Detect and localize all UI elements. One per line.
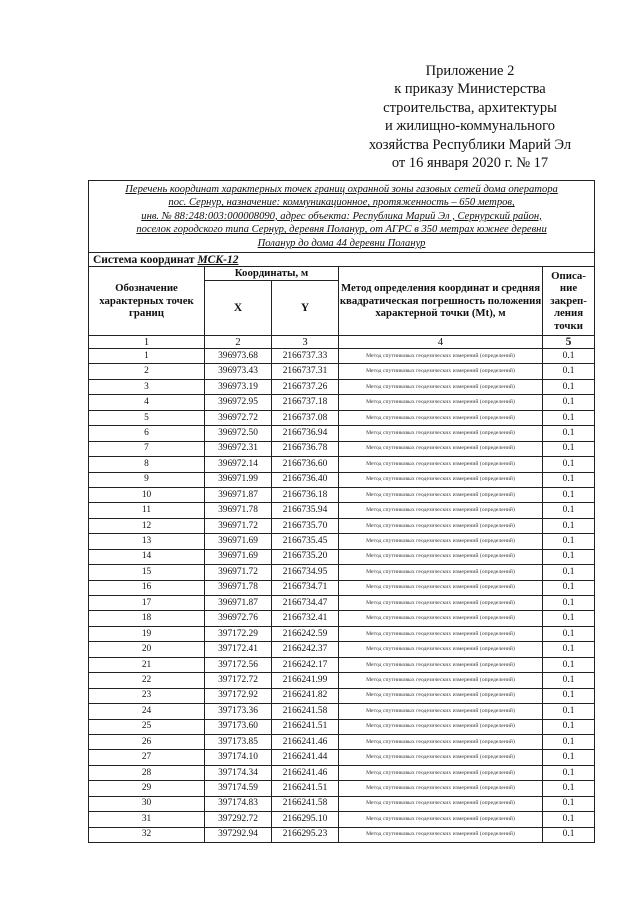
point-number-cell: 17 xyxy=(89,596,205,611)
method-cell: Метод спутниковых геодезических измерений (определений) xyxy=(339,518,543,533)
method-cell: Метод спутниковых геодезических измерений (определений) xyxy=(339,750,543,765)
table-row xyxy=(89,596,595,611)
point-number-cell: 22 xyxy=(89,673,205,688)
accuracy-cell: 0.1 xyxy=(543,750,595,765)
y-coordinate-cell: 2166736.60 xyxy=(272,457,339,472)
accuracy-cell: 0.1 xyxy=(543,734,595,749)
method-cell: Метод спутниковых геодезических измерений (определений) xyxy=(339,704,543,719)
appendix-line: строительства, архитектуры xyxy=(383,99,557,116)
table-row xyxy=(89,765,595,780)
method-cell: Метод спутниковых геодезических измерений (определений) xyxy=(339,549,543,564)
point-number-cell: 3 xyxy=(89,379,205,394)
table-row xyxy=(89,796,595,811)
y-coordinate-cell: 2166242.59 xyxy=(272,626,339,641)
table-title-line: пос. Сернур, назначение: коммуникационное, протяженность – 650 метров, xyxy=(168,197,515,209)
method-cell: Метод спутниковых геодезических измерений (определений) xyxy=(339,426,543,441)
y-coordinate-cell: 2166242.37 xyxy=(272,642,339,657)
y-coordinate-cell: 2166241.51 xyxy=(272,719,339,734)
method-cell: Метод спутниковых геодезических измерений (определений) xyxy=(339,626,543,641)
method-cell: Метод спутниковых геодезических измерений (определений) xyxy=(339,565,543,580)
y-coordinate-cell: 2166735.94 xyxy=(272,503,339,518)
x-coordinate-cell: 397292.94 xyxy=(205,827,272,842)
accuracy-cell: 0.1 xyxy=(543,719,595,734)
point-number-cell: 13 xyxy=(89,534,205,549)
header-method: Метод определения координат и средняя квадратическая погрешность положения характерной точки (Mt), м xyxy=(339,267,543,336)
point-number-cell: 5 xyxy=(89,410,205,425)
point-number-cell: 11 xyxy=(89,503,205,518)
y-coordinate-cell: 2166241.46 xyxy=(272,734,339,749)
table-row xyxy=(89,580,595,595)
column-number: 1 xyxy=(89,336,205,349)
point-number-cell: 16 xyxy=(89,580,205,595)
header-coordinates: Координаты, м xyxy=(205,267,339,281)
accuracy-cell: 0.1 xyxy=(543,565,595,580)
accuracy-cell: 0.1 xyxy=(543,626,595,641)
method-cell: Метод спутниковых геодезических измерений (определений) xyxy=(339,734,543,749)
y-coordinate-cell: 2166737.33 xyxy=(272,349,339,364)
method-cell: Метод спутниковых геодезических измерений (определений) xyxy=(339,657,543,672)
accuracy-cell: 0.1 xyxy=(543,457,595,472)
coordinate-system-value: МСК-12 xyxy=(197,253,239,266)
table-row xyxy=(89,379,595,394)
appendix-line: Приложение 2 xyxy=(425,63,515,79)
method-cell: Метод спутниковых геодезических измерений (определений) xyxy=(339,596,543,611)
y-coordinate-cell: 2166295.10 xyxy=(272,812,339,827)
method-cell: Метод спутниковых геодезических измерений (определений) xyxy=(339,611,543,626)
header-x: X xyxy=(205,281,272,336)
method-cell: Метод спутниковых геодезических измерений (определений) xyxy=(339,457,543,472)
x-coordinate-cell: 397174.34 xyxy=(205,765,272,780)
column-number: 2 xyxy=(205,336,272,349)
y-coordinate-cell: 2166736.78 xyxy=(272,441,339,456)
point-number-cell: 12 xyxy=(89,518,205,533)
header-y: Y xyxy=(272,281,339,336)
y-coordinate-cell: 2166735.20 xyxy=(272,549,339,564)
method-cell: Метод спутниковых геодезических измерений (определений) xyxy=(339,765,543,780)
x-coordinate-cell: 396973.19 xyxy=(205,379,272,394)
point-number-cell: 21 xyxy=(89,657,205,672)
point-number-cell: 26 xyxy=(89,734,205,749)
accuracy-cell: 0.1 xyxy=(543,596,595,611)
method-cell: Метод спутниковых геодезических измерений (определений) xyxy=(339,827,543,842)
y-coordinate-cell: 2166736.40 xyxy=(272,472,339,487)
method-cell: Метод спутниковых геодезических измерений (определений) xyxy=(339,580,543,595)
accuracy-cell: 0.1 xyxy=(543,688,595,703)
table-row xyxy=(89,534,595,549)
method-cell: Метод спутниковых геодезических измерений (определений) xyxy=(339,642,543,657)
x-coordinate-cell: 396971.72 xyxy=(205,518,272,533)
x-coordinate-cell: 396972.31 xyxy=(205,441,272,456)
appendix-line: к приказу Министерства xyxy=(394,81,546,98)
table-row xyxy=(89,565,595,580)
accuracy-cell: 0.1 xyxy=(543,503,595,518)
point-number-cell: 10 xyxy=(89,487,205,502)
y-coordinate-cell: 2166242.17 xyxy=(272,657,339,672)
y-coordinate-cell: 2166241.51 xyxy=(272,781,339,796)
y-coordinate-cell: 2166241.58 xyxy=(272,796,339,811)
table-row xyxy=(89,503,595,518)
accuracy-cell: 0.1 xyxy=(543,534,595,549)
table-row xyxy=(89,349,595,364)
x-coordinate-cell: 397173.60 xyxy=(205,719,272,734)
table-row xyxy=(89,781,595,796)
point-number-cell: 6 xyxy=(89,426,205,441)
x-coordinate-cell: 396972.72 xyxy=(205,410,272,425)
method-cell: Метод спутниковых геодезических измерений (определений) xyxy=(339,719,543,734)
accuracy-cell: 0.1 xyxy=(543,765,595,780)
y-coordinate-cell: 2166735.45 xyxy=(272,534,339,549)
accuracy-cell: 0.1 xyxy=(543,487,595,502)
table-row xyxy=(89,734,595,749)
table-row xyxy=(89,611,595,626)
x-coordinate-cell: 396972.95 xyxy=(205,395,272,410)
point-number-cell: 1 xyxy=(89,349,205,364)
point-number-cell: 29 xyxy=(89,781,205,796)
method-cell: Метод спутниковых геодезических измерений (определений) xyxy=(339,487,543,502)
table-row xyxy=(89,426,595,441)
x-coordinate-cell: 396971.69 xyxy=(205,549,272,564)
x-coordinate-cell: 397174.59 xyxy=(205,781,272,796)
y-coordinate-cell: 2166736.18 xyxy=(272,487,339,502)
accuracy-cell: 0.1 xyxy=(543,395,595,410)
x-coordinate-cell: 397292.72 xyxy=(205,812,272,827)
x-coordinate-cell: 396973.43 xyxy=(205,364,272,379)
table-row xyxy=(89,441,595,456)
point-number-cell: 19 xyxy=(89,626,205,641)
table-row xyxy=(89,704,595,719)
table-row xyxy=(89,673,595,688)
method-cell: Метод спутниковых геодезических измерений (определений) xyxy=(339,796,543,811)
table-row xyxy=(89,487,595,502)
x-coordinate-cell: 397173.85 xyxy=(205,734,272,749)
x-coordinate-cell: 397172.41 xyxy=(205,642,272,657)
table-row xyxy=(89,410,595,425)
table-row xyxy=(89,827,595,842)
accuracy-cell: 0.1 xyxy=(543,580,595,595)
accuracy-cell: 0.1 xyxy=(543,827,595,842)
column-number: 4 xyxy=(339,336,543,349)
accuracy-cell: 0.1 xyxy=(543,673,595,688)
x-coordinate-cell: 396973.68 xyxy=(205,349,272,364)
accuracy-cell: 0.1 xyxy=(543,410,595,425)
table-row xyxy=(89,457,595,472)
table-row xyxy=(89,364,595,379)
table-title-line: инв. № 88:248:003:000008090, адрес объекта: Республика Марий Эл , Сернурский район, xyxy=(141,210,542,222)
point-number-cell: 7 xyxy=(89,441,205,456)
table-row xyxy=(89,688,595,703)
y-coordinate-cell: 2166734.95 xyxy=(272,565,339,580)
point-number-cell: 14 xyxy=(89,549,205,564)
x-coordinate-cell: 396972.76 xyxy=(205,611,272,626)
y-coordinate-cell: 2166736.94 xyxy=(272,426,339,441)
x-coordinate-cell: 396972.50 xyxy=(205,426,272,441)
table-row xyxy=(89,642,595,657)
table-title xyxy=(89,181,595,253)
header-designation: Обозначение характерных точек границ xyxy=(89,267,205,336)
x-coordinate-cell: 397172.56 xyxy=(205,657,272,672)
x-coordinate-cell: 397173.36 xyxy=(205,704,272,719)
method-cell: Метод спутниковых геодезических измерений (определений) xyxy=(339,410,543,425)
table-row xyxy=(89,549,595,564)
method-cell: Метод спутниковых геодезических измерений (определений) xyxy=(339,673,543,688)
x-coordinate-cell: 396971.78 xyxy=(205,503,272,518)
point-number-cell: 32 xyxy=(89,827,205,842)
header-description: Описа-ние закреп-ления точки xyxy=(543,267,595,336)
point-number-cell: 2 xyxy=(89,364,205,379)
table-title-line: Перечень координат характерных точек границ охранной зоны газовых сетей дома оператора xyxy=(125,184,558,195)
y-coordinate-cell: 2166241.99 xyxy=(272,673,339,688)
point-number-cell: 28 xyxy=(89,765,205,780)
y-coordinate-cell: 2166734.47 xyxy=(272,596,339,611)
x-coordinate-cell: 397172.29 xyxy=(205,626,272,641)
method-cell: Метод спутниковых геодезических измерений (определений) xyxy=(339,379,543,394)
y-coordinate-cell: 2166241.58 xyxy=(272,704,339,719)
table-row xyxy=(89,626,595,641)
accuracy-cell: 0.1 xyxy=(543,441,595,456)
x-coordinate-cell: 396971.99 xyxy=(205,472,272,487)
accuracy-cell: 0.1 xyxy=(543,518,595,533)
point-number-cell: 24 xyxy=(89,704,205,719)
y-coordinate-cell: 2166737.18 xyxy=(272,395,339,410)
table-row xyxy=(89,472,595,487)
accuracy-cell: 0.1 xyxy=(543,364,595,379)
x-coordinate-cell: 396971.87 xyxy=(205,487,272,502)
table-row xyxy=(89,812,595,827)
y-coordinate-cell: 2166737.26 xyxy=(272,379,339,394)
y-coordinate-cell: 2166737.31 xyxy=(272,364,339,379)
appendix-line: и жилищно-коммунального xyxy=(384,118,556,135)
coordinate-system-label: Система координат xyxy=(93,253,195,266)
method-cell: Метод спутниковых геодезических измерений (определений) xyxy=(339,441,543,456)
x-coordinate-cell: 397174.83 xyxy=(205,796,272,811)
appendix-header xyxy=(340,62,600,172)
method-cell: Метод спутниковых геодезических измерений (определений) xyxy=(339,472,543,487)
y-coordinate-cell: 2166737.08 xyxy=(272,410,339,425)
method-cell: Метод спутниковых геодезических измерений (определений) xyxy=(339,503,543,518)
accuracy-cell: 0.1 xyxy=(543,657,595,672)
point-number-cell: 15 xyxy=(89,565,205,580)
x-coordinate-cell: 397172.72 xyxy=(205,673,272,688)
point-number-cell: 30 xyxy=(89,796,205,811)
y-coordinate-cell: 2166734.71 xyxy=(272,580,339,595)
point-number-cell: 9 xyxy=(89,472,205,487)
method-cell: Метод спутниковых геодезических измерений (определений) xyxy=(339,349,543,364)
point-number-cell: 25 xyxy=(89,719,205,734)
method-cell: Метод спутниковых геодезических измерений (определений) xyxy=(339,812,543,827)
accuracy-cell: 0.1 xyxy=(543,349,595,364)
accuracy-cell: 0.1 xyxy=(543,642,595,657)
coordinate-system xyxy=(89,253,595,267)
accuracy-cell: 0.1 xyxy=(543,549,595,564)
accuracy-cell: 0.1 xyxy=(543,379,595,394)
point-number-cell: 23 xyxy=(89,688,205,703)
point-number-cell: 8 xyxy=(89,457,205,472)
y-coordinate-cell: 2166241.44 xyxy=(272,750,339,765)
table-title-line: поселок городского типа Сернур, деревня Поланур, от АГРС в 350 метрах южнее деревни xyxy=(136,224,547,236)
point-number-cell: 18 xyxy=(89,611,205,626)
x-coordinate-cell: 396971.69 xyxy=(205,534,272,549)
y-coordinate-cell: 2166735.70 xyxy=(272,518,339,533)
accuracy-cell: 0.1 xyxy=(543,472,595,487)
method-cell: Метод спутниковых геодезических измерений (определений) xyxy=(339,781,543,796)
y-coordinate-cell: 2166732.41 xyxy=(272,611,339,626)
table-row xyxy=(89,750,595,765)
accuracy-cell: 0.1 xyxy=(543,426,595,441)
method-cell: Метод спутниковых геодезических измерений (определений) xyxy=(339,688,543,703)
accuracy-cell: 0.1 xyxy=(543,611,595,626)
table-row xyxy=(89,395,595,410)
table-row xyxy=(89,719,595,734)
appendix-line: от 16 января 2020 г. № 17 xyxy=(391,155,549,172)
y-coordinate-cell: 2166295.23 xyxy=(272,827,339,842)
accuracy-cell: 0.1 xyxy=(543,812,595,827)
table-row xyxy=(89,518,595,533)
x-coordinate-cell: 396971.78 xyxy=(205,580,272,595)
column-number: 5 xyxy=(543,336,595,349)
point-number-cell: 27 xyxy=(89,750,205,765)
method-cell: Метод спутниковых геодезических измерений (определений) xyxy=(339,364,543,379)
point-number-cell: 20 xyxy=(89,642,205,657)
y-coordinate-cell: 2166241.46 xyxy=(272,765,339,780)
x-coordinate-cell: 397172.92 xyxy=(205,688,272,703)
method-cell: Метод спутниковых геодезических измерений (определений) xyxy=(339,534,543,549)
coordinates-table xyxy=(88,180,595,843)
appendix-line: хозяйства Республики Марий Эл xyxy=(368,136,572,153)
accuracy-cell: 0.1 xyxy=(543,796,595,811)
x-coordinate-cell: 396971.87 xyxy=(205,596,272,611)
y-coordinate-cell: 2166241.82 xyxy=(272,688,339,703)
table-row xyxy=(89,657,595,672)
column-number: 3 xyxy=(272,336,339,349)
point-number-cell: 31 xyxy=(89,812,205,827)
x-coordinate-cell: 397174.10 xyxy=(205,750,272,765)
accuracy-cell: 0.1 xyxy=(543,781,595,796)
x-coordinate-cell: 396971.72 xyxy=(205,565,272,580)
x-coordinate-cell: 396972.14 xyxy=(205,457,272,472)
table-title-line: Поланур до дома 44 деревни Поланур xyxy=(257,237,426,249)
point-number-cell: 4 xyxy=(89,395,205,410)
accuracy-cell: 0.1 xyxy=(543,704,595,719)
method-cell: Метод спутниковых геодезических измерений (определений) xyxy=(339,395,543,410)
